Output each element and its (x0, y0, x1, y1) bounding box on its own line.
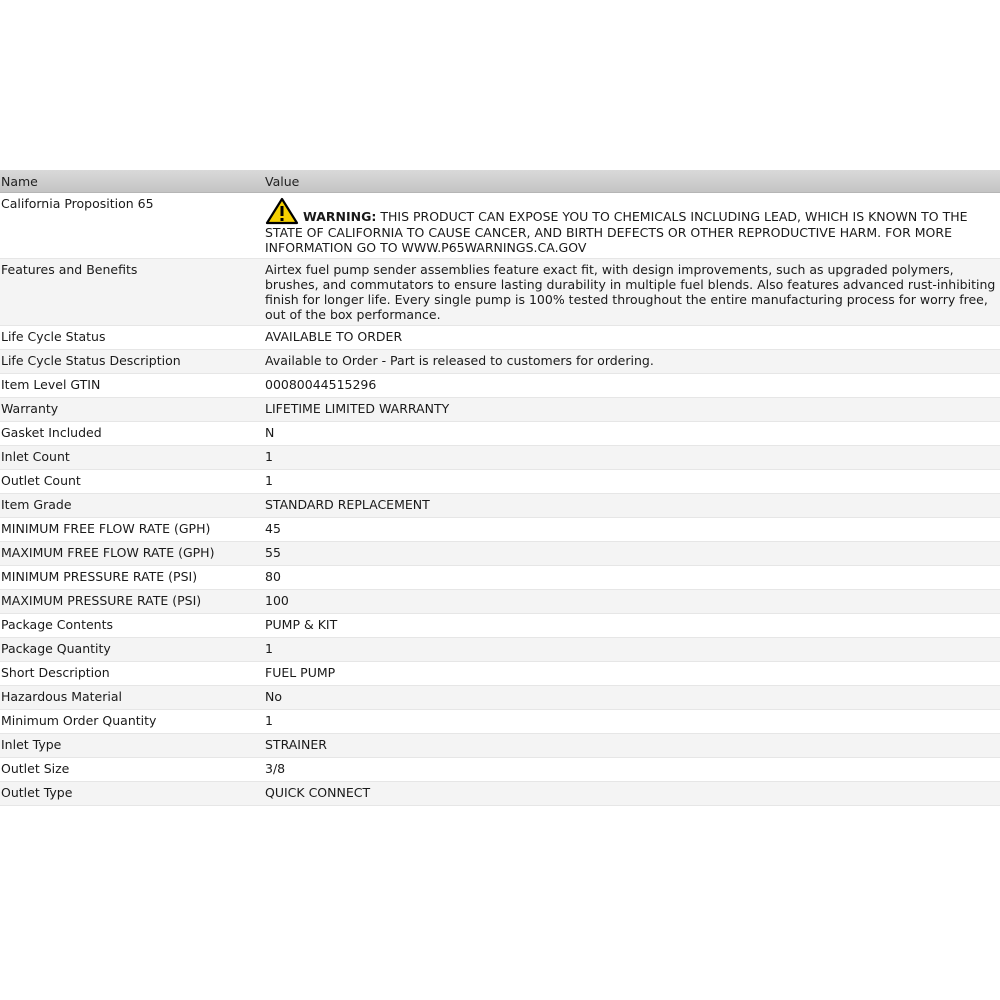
row-value: 80 (264, 566, 1000, 590)
row-value: PUMP & KIT (264, 614, 1000, 638)
table-row (0, 494, 1000, 518)
table-row (0, 662, 1000, 686)
row-name: Inlet Type (0, 734, 264, 758)
table-row (0, 758, 1000, 782)
row-value: QUICK CONNECT (264, 782, 1000, 806)
table-row (0, 446, 1000, 470)
table-row (0, 374, 1000, 398)
row-value: LIFETIME LIMITED WARRANTY (264, 398, 1000, 422)
row-name: Short Description (0, 662, 264, 686)
table-row (0, 422, 1000, 446)
table-row (0, 518, 1000, 542)
table-row (0, 398, 1000, 422)
warning-text: THIS PRODUCT CAN EXPOSE YOU TO CHEMICALS INCLUDING LEAD, WHICH IS KNOWN TO THE STATE OF CALIFORNIA TO CAUSE CANCER, AND BIRTH DEFECTS OR OTHER REPRODUCTIVE HARM. FOR MORE INFORMATION GO TO WWW.P65WARNINGS.CA.GOV (265, 209, 968, 255)
table-row (0, 470, 1000, 494)
row-name: Outlet Count (0, 470, 264, 494)
row-name: Item Grade (0, 494, 264, 518)
row-name: Features and Benefits (0, 259, 264, 326)
table-row-prop65 (0, 193, 1000, 259)
row-name: Minimum Order Quantity (0, 710, 264, 734)
table-row (0, 259, 1000, 326)
prop65-warning (265, 196, 996, 255)
row-value: 00080044515296 (264, 374, 1000, 398)
row-value: Available to Order - Part is released to customers for ordering. (264, 350, 1000, 374)
row-name: Gasket Included (0, 422, 264, 446)
table-row (0, 350, 1000, 374)
column-header-name: Name (0, 170, 264, 193)
row-value (264, 193, 1000, 259)
column-header-value: Value (264, 170, 1000, 193)
row-name: MINIMUM PRESSURE RATE (PSI) (0, 566, 264, 590)
table-row (0, 614, 1000, 638)
table-row (0, 710, 1000, 734)
row-value: 100 (264, 590, 1000, 614)
row-name: Inlet Count (0, 446, 264, 470)
row-value: 55 (264, 542, 1000, 566)
row-name: California Proposition 65 (0, 193, 264, 259)
row-value: STRAINER (264, 734, 1000, 758)
row-name: Life Cycle Status Description (0, 350, 264, 374)
row-value: STANDARD REPLACEMENT (264, 494, 1000, 518)
table-header-row (0, 170, 1000, 193)
row-name: MINIMUM FREE FLOW RATE (GPH) (0, 518, 264, 542)
row-value: 1 (264, 446, 1000, 470)
row-value: Airtex fuel pump sender assemblies feature exact fit, with design improvements, such as upgraded polymers, brushes, and commutators to ensure lasting durability in multiple fuel blends. Also features advanced rust-inhibiting finish for longer life. Every single pump is 100% tested throughout the entire manufacturing process for worry free, out of the box performance. (264, 259, 1000, 326)
table-row (0, 734, 1000, 758)
row-value: N (264, 422, 1000, 446)
row-name: MAXIMUM FREE FLOW RATE (GPH) (0, 542, 264, 566)
spec-table (0, 170, 1000, 806)
row-value: 45 (264, 518, 1000, 542)
table-row (0, 686, 1000, 710)
row-value: FUEL PUMP (264, 662, 1000, 686)
row-value: 3/8 (264, 758, 1000, 782)
table-row (0, 638, 1000, 662)
warning-triangle-icon (265, 197, 299, 225)
row-name: Package Contents (0, 614, 264, 638)
row-name: Hazardous Material (0, 686, 264, 710)
row-name: Outlet Type (0, 782, 264, 806)
table-row (0, 590, 1000, 614)
table-row (0, 782, 1000, 806)
row-value: 1 (264, 638, 1000, 662)
row-name: Outlet Size (0, 758, 264, 782)
row-name: Life Cycle Status (0, 326, 264, 350)
table-row (0, 566, 1000, 590)
row-name: Package Quantity (0, 638, 264, 662)
row-value: 1 (264, 710, 1000, 734)
table-row (0, 542, 1000, 566)
table-row (0, 326, 1000, 350)
row-name: Item Level GTIN (0, 374, 264, 398)
warning-label: WARNING: (303, 209, 377, 224)
row-value: AVAILABLE TO ORDER (264, 326, 1000, 350)
row-name: MAXIMUM PRESSURE RATE (PSI) (0, 590, 264, 614)
row-value: 1 (264, 470, 1000, 494)
row-value: No (264, 686, 1000, 710)
row-name: Warranty (0, 398, 264, 422)
